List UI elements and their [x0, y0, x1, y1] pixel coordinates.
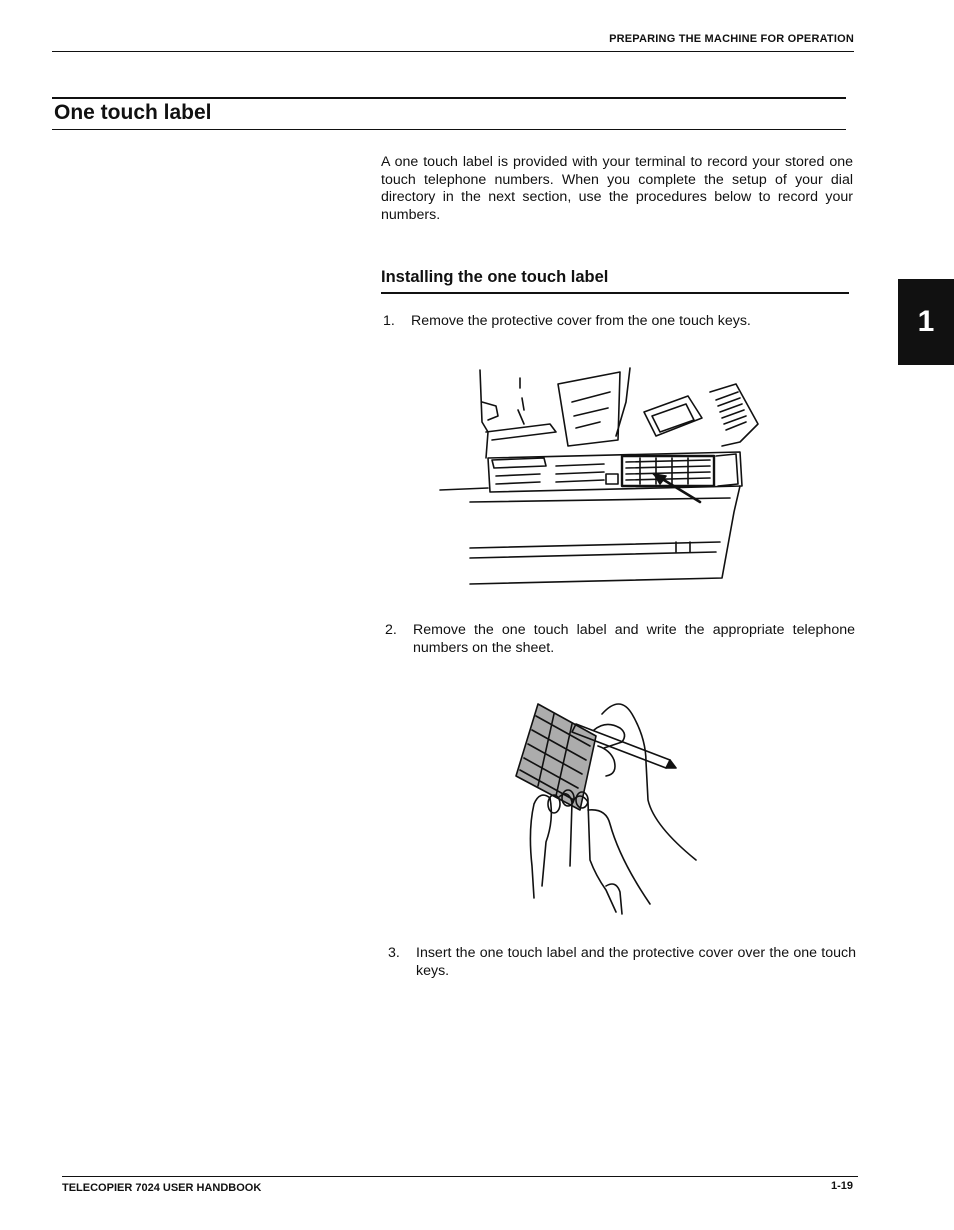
hand-writing-illustration [510, 690, 710, 920]
chapter-tab: 1 [898, 279, 954, 365]
step-text: Remove the one touch label and write the appropriate telephone numbers on the sheet. [413, 622, 855, 656]
step-2 [385, 622, 855, 660]
section-title-top-rule [52, 97, 846, 99]
step-text: Insert the one touch label and the protective cover over the one touch keys. [416, 945, 856, 979]
subsection-rule [381, 292, 849, 294]
footer-title: TELECOPIER 7024 USER HANDBOOK [62, 1182, 262, 1194]
step-number: 3. [388, 945, 400, 961]
section-title-bottom-rule [52, 129, 846, 130]
fax-machine-illustration [440, 362, 770, 588]
page-number: 1-19 [830, 1180, 853, 1192]
footer-rule [62, 1176, 858, 1177]
step-number: 1. [383, 313, 395, 329]
step-1 [383, 313, 853, 333]
section-title: One touch label [54, 101, 212, 124]
step-number: 2. [385, 622, 397, 638]
step-text: Remove the protective cover from the one touch keys. [411, 313, 751, 329]
step-3 [388, 945, 856, 983]
subsection-title: Installing the one touch label [381, 268, 609, 286]
intro-paragraph: A one touch label is provided with your terminal to record your stored one touch telephone numbers. When you complete the setup of your dial directory in the next section, use the procedures below to record your numbers. [381, 154, 853, 223]
running-header: PREPARING THE MACHINE FOR OPERATION [609, 33, 854, 45]
header-rule [52, 51, 854, 52]
